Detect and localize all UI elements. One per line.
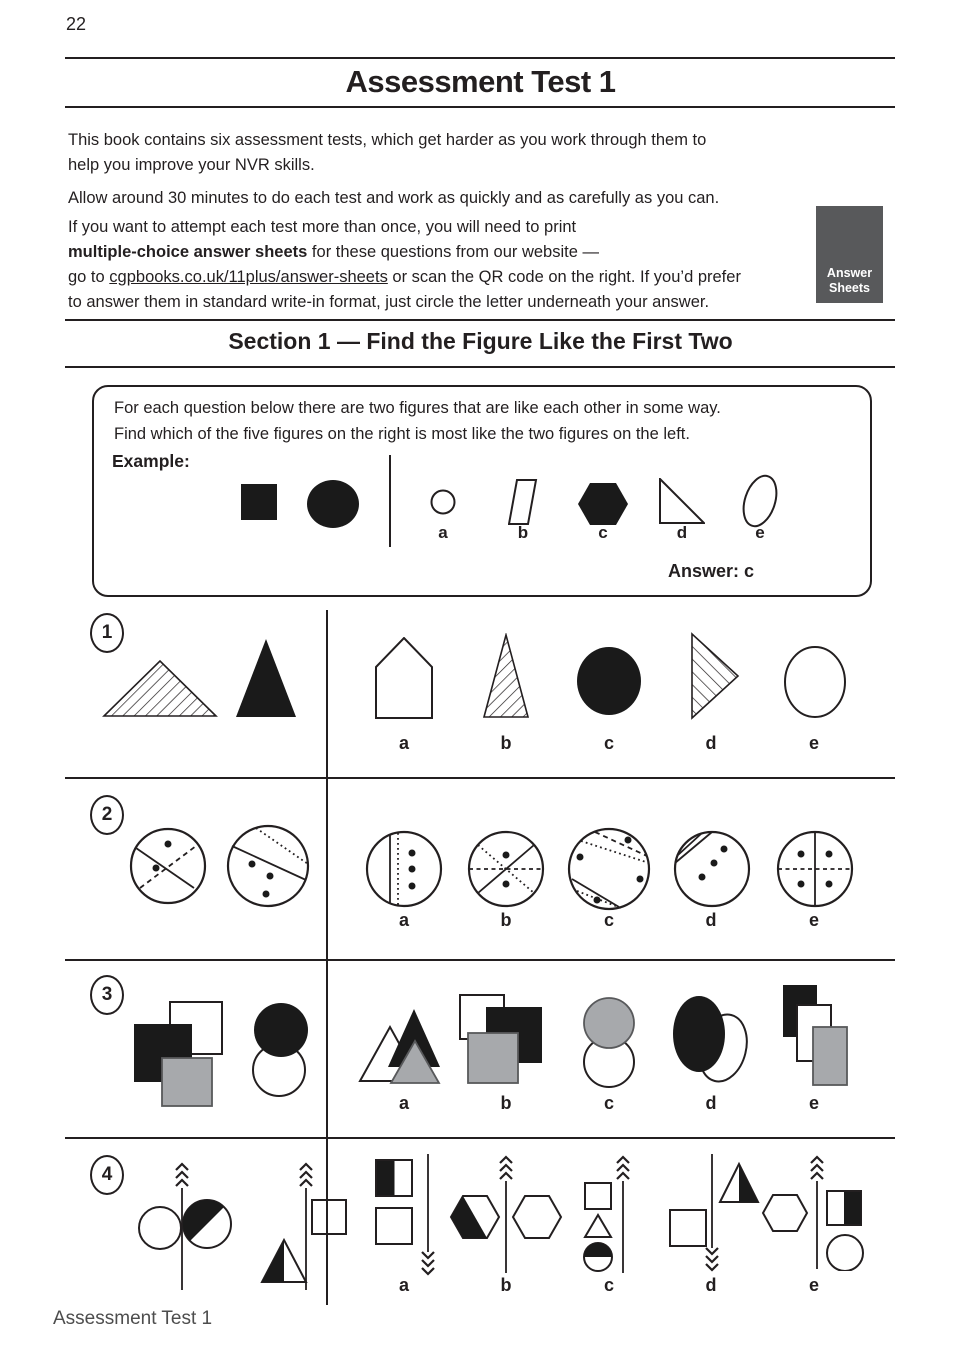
example-letter-d: d (676, 523, 688, 542)
page-title: Assessment Test 1 (345, 64, 616, 99)
question-3-number (90, 975, 124, 1015)
q3-left-circles (248, 1002, 314, 1100)
example-letter-a: a (438, 523, 448, 542)
example-answer: Answer: c (667, 561, 754, 581)
q4-letter-b: b (500, 1275, 512, 1295)
q4-left-figure-1 (120, 1162, 232, 1292)
intro-p1-line1: This book contains six assessment tests, which get harder as you work through them to (68, 131, 707, 149)
example-letter-b: b (517, 523, 529, 542)
question-1-number-label: 1 (101, 622, 113, 643)
intro-paragraph-3 (68, 215, 813, 315)
intro-p3-line3-pre: go to (68, 268, 110, 286)
q4-option-b-figure[interactable] (448, 1155, 564, 1275)
q3-divider (326, 961, 328, 1139)
q3-left-squares (130, 1000, 242, 1108)
q3-option-c-figure[interactable] (576, 996, 642, 1090)
q2-option-c-figure[interactable] (567, 827, 651, 911)
intro-p1-line2: help you improve your NVR skills. (68, 156, 315, 174)
q1-option-a-figure[interactable] (375, 637, 433, 719)
q1-option-b-figure[interactable] (482, 633, 530, 719)
q4-option-e-figure[interactable] (757, 1155, 875, 1271)
q4-option-c-figure[interactable] (571, 1155, 647, 1275)
intro-p3-line2-rest: for these questions from our website — (307, 243, 599, 261)
intro-p3-line4: to answer them in standard write-in format, just circle the letter underneath your answer. (68, 293, 710, 311)
q2-option-d-figure[interactable] (672, 829, 752, 909)
question-2-number-label: 2 (101, 804, 113, 825)
q4-letter-d: d (705, 1275, 717, 1295)
q4-left-figure-2 (256, 1162, 368, 1292)
q2-option-e-figure[interactable] (775, 829, 855, 909)
example-left-black-ellipse (306, 479, 360, 529)
rule-q3-q4 (65, 1137, 895, 1139)
q3-letter-b: b (500, 1093, 512, 1113)
q1-left-black-triangle (234, 637, 298, 719)
q1-letter-e: e (808, 733, 819, 753)
q4-letter-c: c (603, 1275, 614, 1295)
intro-p3-line3 (68, 265, 813, 290)
title-rule-top (65, 57, 895, 59)
q3-letter-e: e (808, 1093, 819, 1113)
example-box (92, 385, 872, 597)
q3-option-a-figure[interactable] (358, 1005, 450, 1085)
question-2-number (90, 795, 124, 835)
example-letter-e: e (755, 523, 765, 542)
q4-option-d-figure[interactable] (660, 1152, 764, 1278)
q1-option-c-figure[interactable] (575, 645, 643, 717)
q3-option-e-figure[interactable] (775, 983, 853, 1087)
section-heading: Section 1 — Find the Figure Like the First Two (228, 328, 733, 354)
q3-letter-c: c (603, 1093, 614, 1113)
q3-letter-a: a (398, 1093, 409, 1113)
example-option-b-figure[interactable] (508, 479, 538, 525)
q3-letter-d: d (705, 1093, 717, 1113)
intro-p3-line3-post: or scan the QR code on the right. If you’d prefer (387, 268, 741, 286)
qr-answer-sheets-box (816, 206, 883, 303)
q1-option-e-figure[interactable] (783, 645, 847, 719)
q1-option-d-figure[interactable] (690, 632, 740, 720)
intro-p3-line2 (68, 240, 813, 265)
q2-left-circle-1 (128, 826, 208, 906)
example-instruction-1: For each question below there are two figures that are like each other in some way. (114, 399, 721, 417)
example-option-a-figure[interactable] (430, 489, 456, 515)
q2-left-circle-2 (226, 824, 310, 908)
q2-letter-a: a (398, 910, 409, 930)
intro-paragraph-1 (68, 128, 788, 178)
rule-q2-q3 (65, 959, 895, 961)
qr-answer-sheets-label: Answer Sheets (826, 266, 873, 295)
q4-divider (326, 1139, 328, 1305)
q4-letter-a: a (398, 1275, 409, 1295)
section-rule-top (65, 319, 895, 321)
question-4-number-label: 4 (101, 1164, 113, 1185)
question-3-number-label: 3 (101, 984, 113, 1005)
intro-paragraph-2: Allow around 30 minutes to do each test and work as quickly and as carefully as you can. (68, 189, 720, 207)
q4-option-a-figure[interactable] (370, 1152, 454, 1278)
example-option-e-figure[interactable] (737, 473, 783, 529)
example-divider (389, 455, 391, 547)
q1-divider (326, 610, 328, 779)
example-letter-c: c (598, 523, 608, 542)
q2-letter-e: e (808, 910, 819, 930)
example-label: Example: (112, 451, 190, 471)
section-rule-bottom (65, 366, 895, 368)
q2-option-b-figure[interactable] (466, 829, 546, 909)
q2-letter-b: b (500, 910, 512, 930)
title-rule-bottom (65, 106, 895, 108)
intro-p3-line1: If you want to attempt each test more than once, you will need to print (68, 218, 577, 236)
page-number: 22 (66, 14, 87, 34)
rule-q1-q2 (65, 777, 895, 779)
q3-option-d-figure[interactable] (669, 992, 753, 1088)
q2-option-a-figure[interactable] (364, 829, 444, 909)
example-left-black-square (240, 483, 278, 521)
q1-letter-a: a (398, 733, 409, 753)
q1-left-hatched-triangle (102, 657, 218, 719)
q1-letter-b: b (500, 733, 512, 753)
q2-letter-d: d (705, 910, 717, 930)
footer-title: Assessment Test 1 (53, 1308, 213, 1329)
q2-letter-c: c (603, 910, 614, 930)
answer-sheets-link[interactable]: cgpbooks.co.uk/11plus/answer-sheets (109, 268, 388, 286)
question-1-number (90, 613, 124, 653)
question-4-number (90, 1155, 124, 1195)
example-option-c-figure[interactable] (577, 482, 629, 526)
q4-letter-e: e (808, 1275, 819, 1295)
example-option-d-figure[interactable] (659, 478, 705, 524)
q2-divider (326, 779, 328, 961)
intro-p3-bold: multiple-choice answer sheets (68, 243, 308, 261)
q1-letter-d: d (705, 733, 717, 753)
q3-option-b-figure[interactable] (458, 993, 554, 1085)
q1-letter-c: c (603, 733, 614, 753)
example-instruction-2: Find which of the five figures on the right is most like the two figures on the left. (114, 425, 690, 443)
